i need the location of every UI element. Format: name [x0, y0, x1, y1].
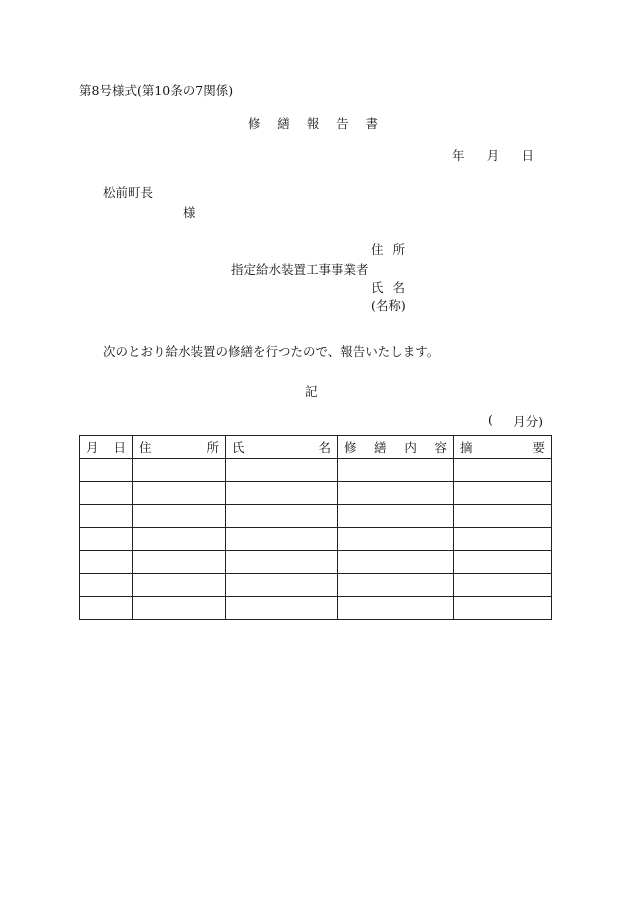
header-repair-content [338, 436, 454, 459]
table-row [80, 597, 552, 620]
table-row [80, 551, 552, 574]
cell-repair-content[interactable] [338, 459, 454, 482]
cell-address[interactable] [133, 574, 226, 597]
title-char: 報 [306, 116, 320, 131]
cell-repair-content[interactable] [338, 597, 454, 620]
cell-remarks[interactable] [454, 459, 552, 482]
cell-name[interactable] [226, 482, 338, 505]
cell-date[interactable] [80, 528, 133, 551]
cell-name[interactable] [226, 505, 338, 528]
title-char: 繕 [277, 116, 290, 131]
cell-remarks[interactable] [454, 505, 552, 528]
table-header-row [80, 436, 552, 459]
cell-address[interactable] [133, 597, 226, 620]
title-char: 告 [336, 116, 349, 131]
title-char: 書 [365, 116, 378, 131]
name-label [371, 278, 405, 296]
honorific: 様 [183, 205, 196, 220]
form-number: 第8号様式(第10条の7関係) [79, 83, 234, 98]
table-row [80, 459, 552, 482]
cell-date[interactable] [80, 459, 133, 482]
cell-repair-content[interactable] [338, 551, 454, 574]
month-part-open: ( [488, 412, 493, 427]
cell-date[interactable] [80, 482, 133, 505]
body-text: 次のとおり給水装置の修繕を行つたので、報告いたします。 [103, 344, 440, 359]
date-day: 日 [521, 148, 534, 163]
cell-remarks[interactable] [454, 551, 552, 574]
address-label [371, 240, 405, 258]
header-char: 名 [318, 440, 331, 455]
cell-name[interactable] [226, 574, 338, 597]
cell-name[interactable] [226, 551, 338, 574]
header-char: 要 [532, 440, 545, 455]
cell-name[interactable] [226, 528, 338, 551]
date-line [452, 146, 534, 164]
header-char: 繕 [374, 440, 387, 455]
cell-name[interactable] [226, 597, 338, 620]
address-label-char: 所 [392, 242, 405, 257]
table-body [80, 459, 552, 620]
addressee: 松前町長 [103, 185, 154, 200]
cell-date[interactable] [80, 505, 133, 528]
header-char: 所 [206, 440, 219, 455]
cell-address[interactable] [133, 459, 226, 482]
cell-address[interactable] [133, 551, 226, 574]
header-char: 日 [113, 440, 126, 455]
header-remarks [454, 436, 552, 459]
name-label-char: 氏 [371, 280, 384, 295]
cell-remarks[interactable] [454, 574, 552, 597]
cell-address[interactable] [133, 482, 226, 505]
header-name [226, 436, 338, 459]
header-char: 月 [86, 440, 99, 455]
month-part-close: 月分) [513, 414, 543, 429]
header-date [80, 436, 133, 459]
table-row [80, 482, 552, 505]
cell-remarks[interactable] [454, 482, 552, 505]
date-month: 月 [486, 148, 500, 163]
table-row [80, 505, 552, 528]
ki-heading: 記 [305, 384, 318, 399]
header-char: 容 [434, 440, 447, 455]
cell-address[interactable] [133, 505, 226, 528]
cell-address[interactable] [133, 528, 226, 551]
name-label-char: 名 [392, 280, 405, 295]
date-year: 年 [452, 148, 465, 163]
header-address [133, 436, 226, 459]
cell-repair-content[interactable] [338, 482, 454, 505]
cell-name[interactable] [226, 459, 338, 482]
title-char: 修 [248, 116, 261, 131]
table-row [80, 574, 552, 597]
header-char: 住 [139, 440, 152, 455]
cell-date[interactable] [80, 574, 133, 597]
cell-repair-content[interactable] [338, 528, 454, 551]
cell-date[interactable] [80, 597, 133, 620]
repair-table [79, 435, 552, 620]
cell-date[interactable] [80, 551, 133, 574]
month-part [488, 412, 543, 430]
applicant-label: 指定給水装置工事事業者 [231, 262, 369, 277]
cell-remarks[interactable] [454, 597, 552, 620]
header-char: 内 [404, 440, 417, 455]
table-row [80, 528, 552, 551]
cell-repair-content[interactable] [338, 505, 454, 528]
address-label-char: 住 [371, 242, 384, 257]
header-char: 氏 [232, 440, 245, 455]
name-sub-label: (名称) [371, 298, 406, 313]
cell-remarks[interactable] [454, 528, 552, 551]
document-title [248, 114, 378, 132]
header-char: 修 [344, 440, 357, 455]
header-char: 摘 [460, 440, 473, 455]
cell-repair-content[interactable] [338, 574, 454, 597]
